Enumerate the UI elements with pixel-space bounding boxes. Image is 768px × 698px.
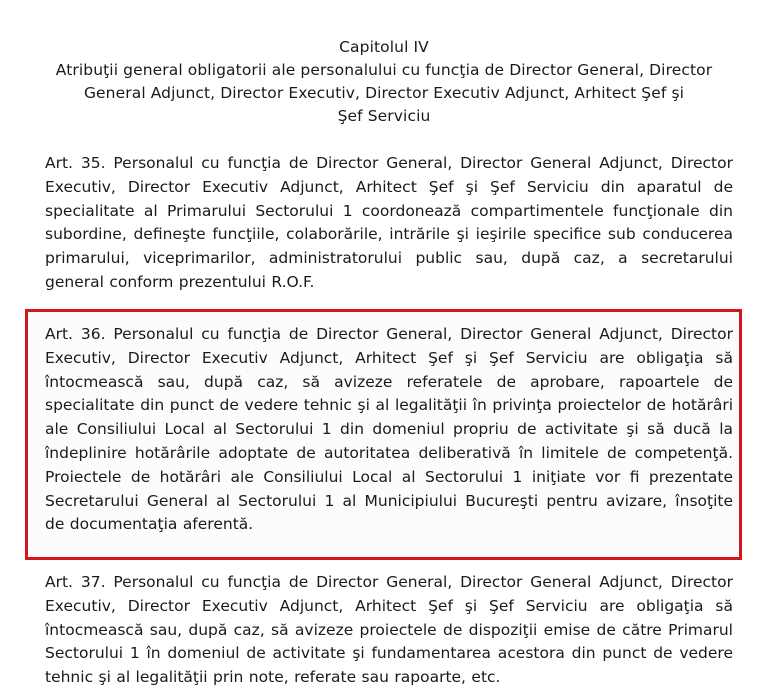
article-line: specialitate al Primarului Sectorului 1 coordonează compartimentele funcţionale din xyxy=(45,201,733,220)
article-35 xyxy=(45,152,733,295)
article-line: Art. 35. Personalul cu funcţia de Director General, Director General Adjunct, Director xyxy=(45,154,733,172)
article-line: general conform prezentului R.O.F. xyxy=(45,272,315,291)
article-line: Proiectele de hotărâri ale Consiliului Local al Sectorului 1 iniţiate vor fi prezentate xyxy=(45,467,733,486)
article-line: de documentaţia aferentă. xyxy=(45,515,254,534)
article-line: Executiv, Director Executiv Adjunct, Arhitect Şef şi Şef Serviciu are obligaţia să xyxy=(45,596,733,615)
article-line: specialitate din punct de vedere tehnic şi al legalităţii în privinţa proiectelor de hotărâri xyxy=(45,396,733,415)
article-line: îndeplinire hotărârile adoptate de autoritatea deliberativă în limitele de competenţă. xyxy=(45,443,733,462)
article-line: Art. 37. Personalul cu funcţia de Director General, Director General Adjunct, Director xyxy=(45,573,733,591)
article-line: întocmească sau, după caz, să avizeze proiectele de dispoziţii emise de către Primarul xyxy=(45,620,733,639)
article-line: subordine, defineşte funcţiile, colaborările, intrările şi ieşirile specifice sub conducerea xyxy=(45,225,733,244)
chapter-title: Capitolul IV xyxy=(339,38,429,56)
article-line: Executiv, Director Executiv Adjunct, Arhitect Şef şi Şef Serviciu din aparatul de xyxy=(45,177,733,196)
chapter-subtitle-line: General Adjunct, Director Executiv, Director Executiv Adjunct, Arhitect Şef şi xyxy=(83,84,685,102)
article-line: întocmească sau, după caz, să avizeze referatele de aprobare, rapoartele de xyxy=(45,372,733,391)
chapter-subtitle-line: Şef Serviciu xyxy=(337,107,431,125)
chapter-subtitle-line: Atribuţii general obligatorii ale personalului cu funcţia de Director General, Director xyxy=(55,61,713,79)
article-line: Sectorului 1 în domeniul de activitate şi fundamentarea acestora din punct de vedere xyxy=(45,644,733,663)
article-line: Executiv, Director Executiv Adjunct, Arhitect Şef şi Şef Serviciu are obligaţia să xyxy=(45,348,733,367)
article-line: Art. 36. Personalul cu funcţia de Director General, Director General Adjunct, Director xyxy=(45,325,733,343)
article-line: tehnic şi al legalităţii prin note, referate sau rapoarte, etc. xyxy=(45,668,501,687)
article-36 xyxy=(45,323,733,537)
article-37 xyxy=(45,571,733,690)
article-line: primarului, viceprimarilor, administratorului public sau, după caz, a secretarului xyxy=(45,249,733,268)
article-line: Secretarului General al Sectorului 1 al Municipiului Bucureşti pentru avizare, însoţite xyxy=(45,491,733,510)
article-line: ale Consiliului Local al Sectorului 1 din domeniul propriu de activitate şi să ducă la xyxy=(45,420,733,439)
